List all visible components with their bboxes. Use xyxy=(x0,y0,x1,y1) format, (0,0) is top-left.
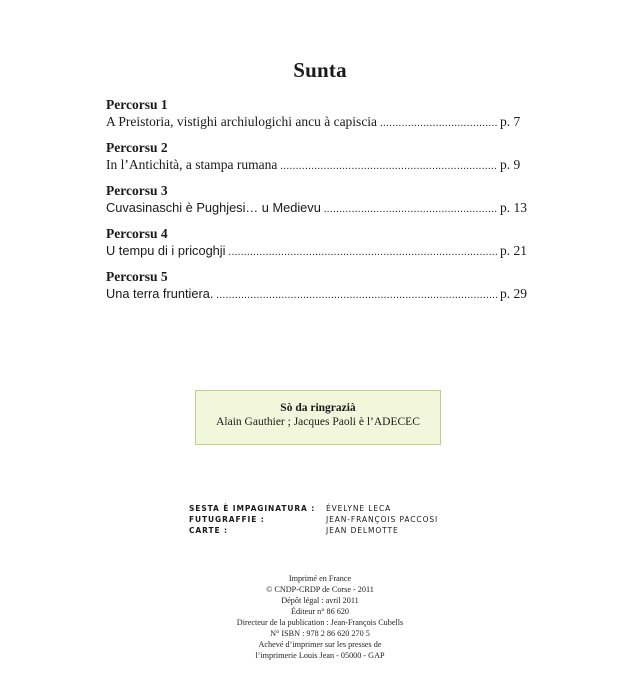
imprint-line: N° ISBN : 978 2 86 620 270 5 xyxy=(270,629,370,638)
toc-entry-title: Cuvasinaschi è Pughjesi… u Medievu xyxy=(106,200,321,215)
toc-entry xyxy=(106,182,530,216)
toc-entry-title: U tempu di i pricoghji xyxy=(106,243,226,258)
toc-part-label: Percorsu 1 xyxy=(106,97,168,112)
toc-page-number: p. 13 xyxy=(500,200,527,215)
credit-role: FUTUGRAFFIE : xyxy=(189,515,265,524)
toc-part-label: Percorsu 3 xyxy=(106,183,168,198)
page-title: Sunta xyxy=(293,58,347,82)
credits xyxy=(189,503,459,536)
acknowledgements-text: Alain Gauthier ; Jacques Paoli è l’ADECEC xyxy=(216,416,420,428)
acknowledgements-heading: Sò da ringrazià xyxy=(280,402,356,414)
toc-page-number: p. 7 xyxy=(500,114,521,129)
credit-role: SESTA È IMPAGINATURA : xyxy=(189,504,316,513)
imprint-line: Dépôt légal : avril 2011 xyxy=(281,596,359,605)
toc-entry xyxy=(106,268,530,302)
credit-name: JEAN DELMOTTE xyxy=(326,526,399,535)
toc-page-number: p. 21 xyxy=(500,243,527,258)
toc-entry xyxy=(106,139,530,173)
imprint-block xyxy=(0,573,640,661)
toc-entry-title: A Preistoria, vistighi archiulogichi ancu à capiscia xyxy=(106,114,378,129)
toc-entry xyxy=(106,96,530,130)
credit-name: ÉVELYNE LECA xyxy=(326,504,392,513)
toc-part-label: Percorsu 2 xyxy=(106,140,168,155)
dot-leader xyxy=(280,158,497,175)
toc-line xyxy=(106,199,530,216)
toc-line xyxy=(106,113,530,130)
toc-part-label: Percorsu 4 xyxy=(106,226,168,241)
toc-part-label: Percorsu 5 xyxy=(106,269,168,284)
toc-line xyxy=(106,156,530,173)
imprint-line: © CNDP-CRDP de Corse - 2011 xyxy=(266,585,374,594)
toc-page-number: p. 29 xyxy=(500,286,527,301)
dot-leader xyxy=(380,115,497,132)
credit-row xyxy=(189,503,459,514)
toc-entry-title: Una terra fruntiera. xyxy=(106,286,214,301)
credit-role: CARTE : xyxy=(189,526,228,535)
credit-row xyxy=(189,525,459,536)
credit-row xyxy=(189,514,459,525)
imprint-line: Directeur de la publication : Jean-François Cubells xyxy=(236,618,404,627)
toc-page-number: p. 9 xyxy=(500,157,521,172)
acknowledgements-box xyxy=(195,390,441,445)
toc-line xyxy=(106,242,530,259)
credit-name: JEAN-FRANÇOIS PACCOSI xyxy=(326,515,439,524)
table-of-contents xyxy=(106,96,530,311)
imprint-line: l’imprimerie Louis Jean - 05000 - GAP xyxy=(255,651,385,660)
toc-line xyxy=(106,285,530,302)
dot-leader xyxy=(229,244,498,261)
dot-leader xyxy=(216,287,497,304)
toc-entry xyxy=(106,225,530,259)
dot-leader xyxy=(324,201,497,218)
toc-entry-title: In l’Antichità, a stampa rumana xyxy=(106,157,278,172)
imprint-line: Imprimé en France xyxy=(288,574,352,583)
imprint-line: Achevé d’imprimer sur les presses de xyxy=(258,640,382,649)
imprint-line: Éditeur n° 86 620 xyxy=(290,607,350,616)
